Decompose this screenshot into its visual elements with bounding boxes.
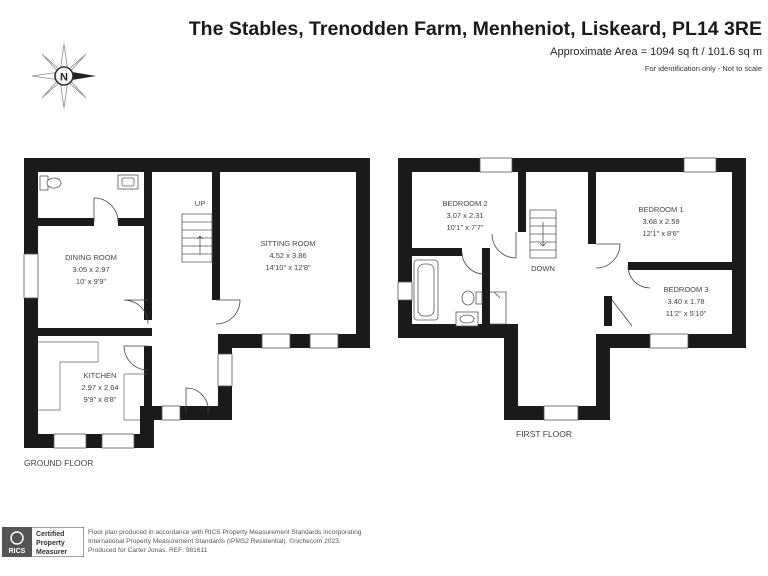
stairs-down-label: DOWN	[531, 264, 555, 273]
identification-note: For identification only - Not to scale	[644, 64, 762, 73]
compass-north-label: N	[60, 71, 68, 84]
room-kitchen-imperial: 9'9" x 8'8"	[83, 395, 117, 404]
room-bedroom-1: BEDROOM 1	[638, 205, 684, 214]
page-title: The Stables, Trenodden Farm, Menheniot, Liskeard, PL14 3RE	[188, 18, 762, 40]
room-bedroom-2-metric: 3.07 x 2.31	[446, 211, 484, 220]
approximate-area: Approximate Area = 1094 sq ft / 101.6 sq m	[550, 46, 762, 58]
ground-floor-plan	[24, 158, 370, 448]
room-bedroom-3: BEDROOM 3	[663, 285, 709, 294]
room-bedroom-2: BEDROOM 2	[442, 199, 488, 208]
room-dining-room-imperial: 10' x 9'9"	[75, 277, 107, 286]
first-floor-label: FIRST FLOOR	[516, 429, 573, 439]
room-dining-room-metric: 3.05 x 2.97	[72, 265, 110, 274]
room-sitting-room-metric: 4.52 x 3.86	[269, 251, 307, 260]
room-bedroom-2-imperial: 10'1" x 7'7"	[446, 223, 484, 232]
first-floor-plan	[398, 158, 746, 420]
room-bedroom-1-imperial: 12'1" x 8'6"	[642, 229, 680, 238]
footer-line: International Property Measurement Standards (IPMS2 Residential). ©nichecom 2023.	[88, 538, 341, 545]
footer-line: Produced for Carter Jonas. REF: 981611	[88, 547, 208, 554]
badge-line-1: Certified	[36, 531, 65, 538]
ground-floor-label: GROUND FLOOR	[24, 458, 94, 468]
room-sitting-room-imperial: 14'10" x 12'8"	[265, 263, 311, 272]
room-bedroom-3-imperial: 11'2" x 5'10"	[665, 309, 707, 318]
footer-notes	[88, 528, 361, 555]
rics-certified-badge	[2, 527, 84, 557]
room-sitting-room: SITTING ROOM	[260, 239, 316, 248]
room-kitchen: KITCHEN	[83, 371, 117, 380]
stairs-up-label: UP	[194, 199, 206, 208]
footer-line: Floor plan produced in accordance with RICS Property Measurement Standards incorporating	[88, 529, 362, 536]
room-dining-room: DINING ROOM	[65, 253, 117, 262]
badge-line-2: Property	[36, 540, 65, 547]
room-kitchen-metric: 2.97 x 2.64	[81, 383, 119, 392]
room-bedroom-3-metric: 3.40 x 1.78	[667, 297, 705, 306]
badge-brand: RICS	[8, 548, 26, 555]
room-bedroom-1-metric: 3.68 x 2.59	[642, 217, 680, 226]
badge-line-3: Measurer	[36, 549, 68, 556]
